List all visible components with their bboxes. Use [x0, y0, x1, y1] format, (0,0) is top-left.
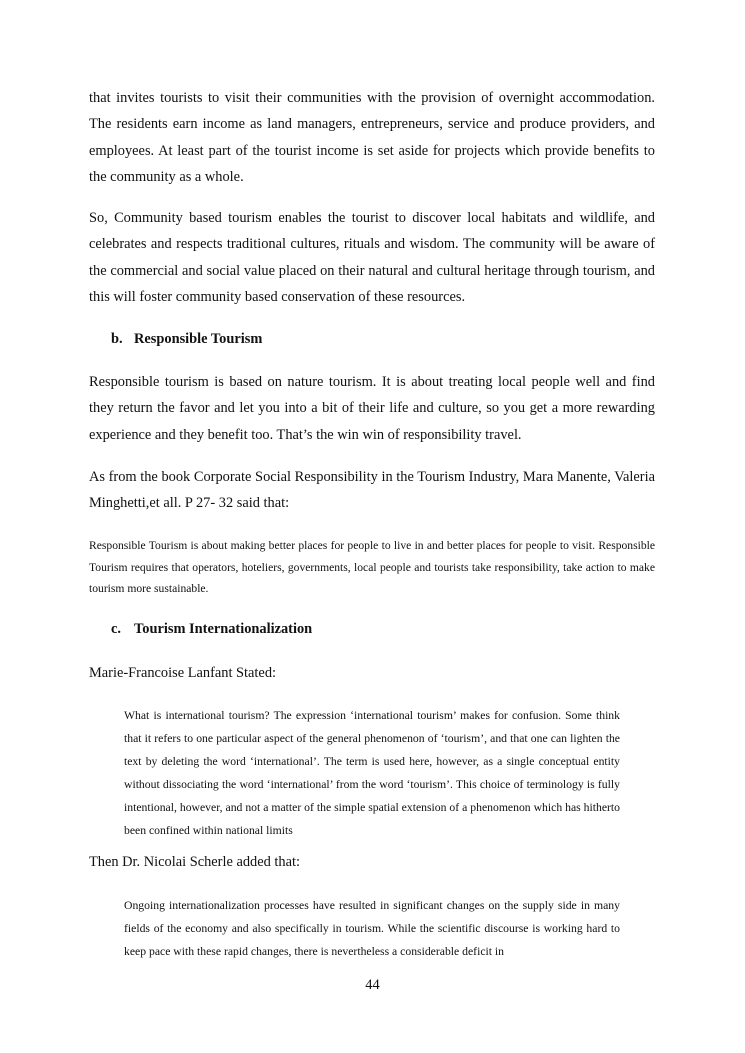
- heading-responsible-tourism: [111, 329, 262, 349]
- paragraph-responsible-tourism: Responsible tourism is based on nature tourism. It is about treating local people well and find they return the favor and let you into a bit of their life and culture, so you get a more rewarding experience and they benefit too. That’s the win win of responsibility travel.: [89, 374, 655, 443]
- quote-responsible-tourism: Responsible Tourism is about making better places for people to live in and better places for people to visit. Responsible Tourism requires that operators, hoteliers, governments, local people and tourists take responsibility, take action to make tourism more sustainable.: [89, 539, 655, 595]
- quote-lanfant: What is international tourism? The expression ‘international tourism’ makes for confusion. Some think that it refers to one particular aspect of the general phenomenon of ‘tourism’, and that one can lighten the text by deleting the word ‘international’. The term is used here, however, as a single conceptual entity without dissociating the word ‘international’ from the word ‘tourism’. This choice of terminology is fully intentional, however, and not a matter of the simple spatial extension of a phenomenon which has hitherto been confined within national limits: [124, 709, 620, 837]
- quote-scherle: Ongoing internationalization processes have resulted in significant changes on the supply side in many fields of the economy and also specifically in tourism. While the scientific discourse is working hard to keep pace with these rapid changes, there is nevertheless a considerable deficit in: [124, 899, 620, 958]
- heading-letter: c.: [111, 621, 121, 637]
- heading-title: Responsible Tourism: [134, 331, 263, 347]
- heading-title: Tourism Internationalization: [134, 621, 313, 637]
- paragraph-scherle-added: Then Dr. Nicolai Scherle added that:: [89, 854, 300, 870]
- heading-tourism-internationalization: [111, 619, 312, 639]
- paragraph-lanfant-stated: Marie-Francoise Lanfant Stated:: [89, 665, 277, 681]
- heading-letter: b.: [111, 331, 123, 347]
- paragraph-community-based-tourism: So, Community based tourism enables the tourist to discover local habitats and wildlife, and celebrates and respects traditional cultures, rituals and wisdom. The community will be aware of the commercial and social value placed on their natural and cultural heritage through tourism, and this will foster community based conservation of these resources.: [89, 210, 655, 305]
- paragraph-community-tourism-income: that invites tourists to visit their communities with the provision of overnight accommodation. The residents earn income as land managers, entrepreneurs, service and produce providers, and employees. At least part of the tourist income is set aside for projects which provide benefits to the community as a whole.: [89, 90, 655, 185]
- paragraph-book-citation: As from the book Corporate Social Responsibility in the Tourism Industry, Mara Manente, Valeria Minghetti,et all. P 27- 32 said that:: [89, 469, 655, 512]
- page-number: 44: [365, 977, 380, 993]
